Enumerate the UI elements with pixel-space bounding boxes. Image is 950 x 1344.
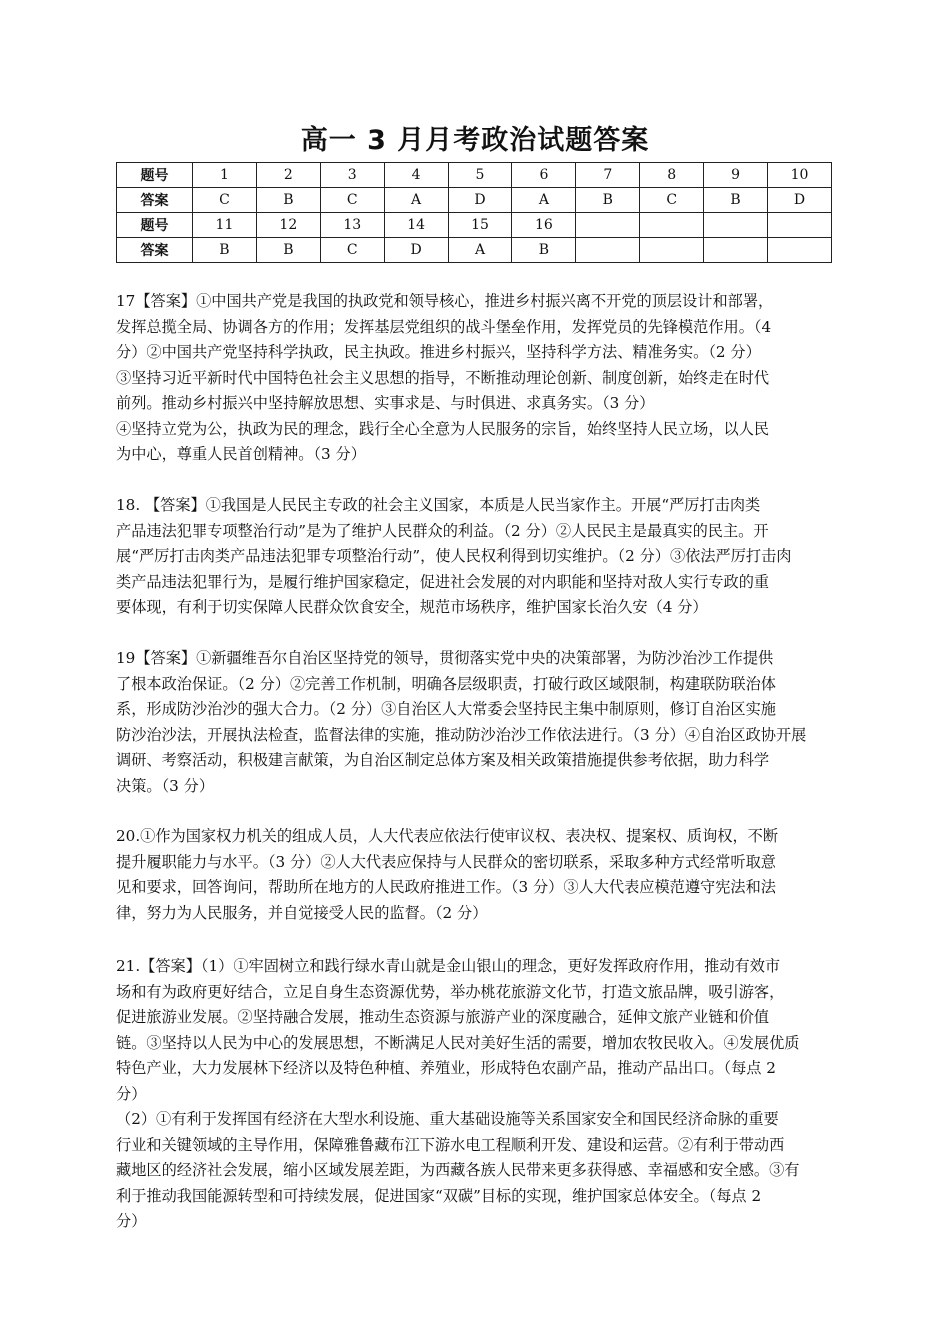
answer-line: 律，努力为人民服务，并自觉接受人民的监督。（2 分）	[116, 903, 488, 922]
table-cell: B	[256, 238, 320, 263]
answer-line: 前列。推动乡村振兴中坚持解放思想、实事求是、与时俱进、求真务实。（3 分）	[116, 394, 655, 412]
answer-line: 藏地区的经济社会发展，缩小区域发展差距，为西藏各族人民带来更多获得感、幸福感和安全感。③有	[116, 1161, 800, 1179]
answer-line: 19【答案】①新疆维吾尔自治区坚持党的领导，贯彻落实党中央的决策部署，为防沙治沙工作提供	[116, 649, 774, 667]
answer-line: 21.【答案】（1）①牢固树立和践行绿水青山就是金山银山的理念，更好发挥政府作用，推动有效市	[116, 957, 781, 975]
table-cell: 2	[256, 163, 320, 188]
table-cell: 11	[193, 213, 257, 238]
answer-line: （2）①有利于发挥国有经济在大型水利设施、重大基础设施等关系国家安全和国民经济命脉的重要	[116, 1110, 779, 1128]
answer-line: 见和要求，回答询问，帮助所在地方的人民政府推进工作。（3 分）③人大代表应模范遵守宪法和法	[116, 878, 776, 896]
table-cell: 9	[704, 163, 768, 188]
table-cell: 12	[256, 213, 320, 238]
answer-line: ④坚持立党为公，执政为民的理念，践行全心全意为人民服务的宗旨，始终坚持人民立场，以人民	[116, 419, 770, 438]
table-cell	[768, 238, 832, 263]
table-cell: 4	[384, 163, 448, 188]
table-cell: C	[320, 188, 384, 213]
answer-line: 提升履职能力与水平。（3 分）②人大代表应保持与人民群众的密切联系，采取多种方式经常听取意	[116, 852, 776, 871]
answer-line: 系，形成防沙治沙的强大合力。（2 分）③自治区人大常委会坚持民主集中制原则，修订自治区实施	[116, 700, 776, 718]
answer-line: 20.①作为国家权力机关的组成人员，人大代表应依法行使审议权、表决权、提案权、质询权，不断	[116, 827, 779, 845]
table-cell: B	[512, 238, 576, 263]
table-row	[117, 213, 832, 238]
row-label: 答案	[117, 188, 193, 213]
table-cell: B	[193, 238, 257, 263]
table-row	[117, 238, 832, 263]
table-cell: B	[576, 188, 640, 213]
table-cell: 10	[768, 163, 832, 188]
answer-line: 行业和关键领域的主导作用，保障雅鲁藏布江下游水电工程顺利开发、建设和运营。②有利于带动西	[116, 1135, 785, 1154]
answer-line: 类产品违法犯罪行为，是履行维护国家稳定，促进社会发展的对内职能和坚持对敌人实行专政的重	[116, 572, 770, 591]
table-cell	[704, 213, 768, 238]
answer-line: 链。③坚持以人民为中心的发展思想，不断满足人民对美好生活的需要，增加农牧民收入。④发展优质	[116, 1033, 800, 1052]
page-title: 高一 3 月月考政治试题答案	[300, 125, 650, 156]
answer-line: 促进旅游业发展。②坚持融合发展，推动生态资源与旅游产业的深度融合，延伸文旅产业链和价值	[116, 1008, 770, 1026]
table-cell	[576, 238, 640, 263]
answer-21	[116, 954, 836, 1235]
answer-line: ③坚持习近平新时代中国特色社会主义思想的指导，不断推动理论创新、制度创新，始终走在时代	[116, 368, 770, 387]
answer-line: 分）	[116, 1084, 147, 1103]
table-cell	[640, 213, 704, 238]
table-cell: D	[448, 188, 512, 213]
answer-18	[116, 493, 836, 621]
table-cell: 16	[512, 213, 576, 238]
answer-line: 场和有为政府更好结合，立足自身生态资源优势，举办桃花旅游文化节，打造文旅品牌，吸引游客，	[116, 982, 785, 1001]
answer-line: 决策。（3 分）	[116, 776, 215, 795]
table-cell: A	[512, 188, 576, 213]
table-cell	[576, 213, 640, 238]
answer-line: 利于推动我国能源转型和可持续发展，促进国家“双碳”目标的实现，维护国家总体安全。（每点 2	[116, 1186, 762, 1205]
answer-line: 展“严厉打击肉类产品违法犯罪专项整治行动”，使人民权利得到切实维护。（2 分）③依法严厉打击肉	[116, 547, 792, 565]
table-cell: C	[640, 188, 704, 213]
table-cell: C	[320, 238, 384, 263]
table-cell: B	[704, 188, 768, 213]
answer-line: 防沙治沙法，开展执法检查，监督法律的实施，推动防沙治沙工作依法进行。（3 分）④自治区政协开展	[116, 725, 807, 744]
answer-line: 产品违法犯罪专项整治行动”是为了维护人民群众的利益。（2 分）②人民民主是最真实的民主。开	[116, 521, 769, 540]
answer-19	[116, 646, 836, 799]
table-row	[117, 163, 832, 188]
table-cell: 13	[320, 213, 384, 238]
table-cell: D	[384, 238, 448, 263]
table-cell: 5	[448, 163, 512, 188]
answer-line: 分）	[116, 1212, 147, 1230]
table-row	[117, 188, 832, 213]
answer-line: 调研、考察活动，积极建言献策，为自治区制定总体方案及相关政策措施提供参考依据，助力科学	[116, 751, 770, 769]
table-cell: A	[448, 238, 512, 263]
table-cell: A	[384, 188, 448, 213]
answer-line: 分）②中国共产党坚持科学执政，民主执政。推进乡村振兴，坚持科学方法、精准务实。（2 分）	[116, 343, 761, 361]
row-label: 答案	[117, 238, 193, 263]
answer-20	[116, 824, 836, 926]
table-cell: 15	[448, 213, 512, 238]
answer-17	[116, 289, 836, 468]
table-cell: B	[256, 188, 320, 213]
table-cell: 3	[320, 163, 384, 188]
table-cell: D	[768, 188, 832, 213]
answer-line: 要体现，有利于切实保障人民群众饮食安全，规范市场秩序，维护国家长治久安（4 分）	[116, 598, 708, 616]
table-cell	[768, 213, 832, 238]
table-cell: 1	[193, 163, 257, 188]
table-cell: 8	[640, 163, 704, 188]
table-cell: 7	[576, 163, 640, 188]
answer-line: 为中心，尊重人民首创精神。（3 分）	[116, 445, 366, 463]
table-cell	[704, 238, 768, 263]
answer-table	[116, 162, 832, 263]
answer-line: 了根本政治保证。（2 分）②完善工作机制，明确各层级职责，打破行政区域限制，构建联防联治体	[116, 674, 776, 693]
answer-line: 17【答案】①中国共产党是我国的执政党和领导核心，推进乡村振兴离不开党的顶层设计和部署，	[116, 292, 774, 310]
answer-line: 发挥总揽全局、协调各方的作用；发挥基层党组织的战斗堡垒作用，发挥党员的先锋模范作用。（4	[116, 317, 772, 336]
table-cell	[640, 238, 704, 263]
table-cell: 6	[512, 163, 576, 188]
table-cell: C	[193, 188, 257, 213]
row-label: 题号	[117, 163, 193, 188]
table-cell: 14	[384, 213, 448, 238]
answer-line: 特色产业，大力发展林下经济以及特色种植、养殖业，形成特色农副产品，推动产品出口。（每点 2	[116, 1059, 776, 1077]
answer-line: 18. 【答案】①我国是人民民主专政的社会主义国家，本质是人民当家作主。开展“严厉打击肉类	[116, 496, 761, 514]
row-label: 题号	[117, 213, 193, 238]
